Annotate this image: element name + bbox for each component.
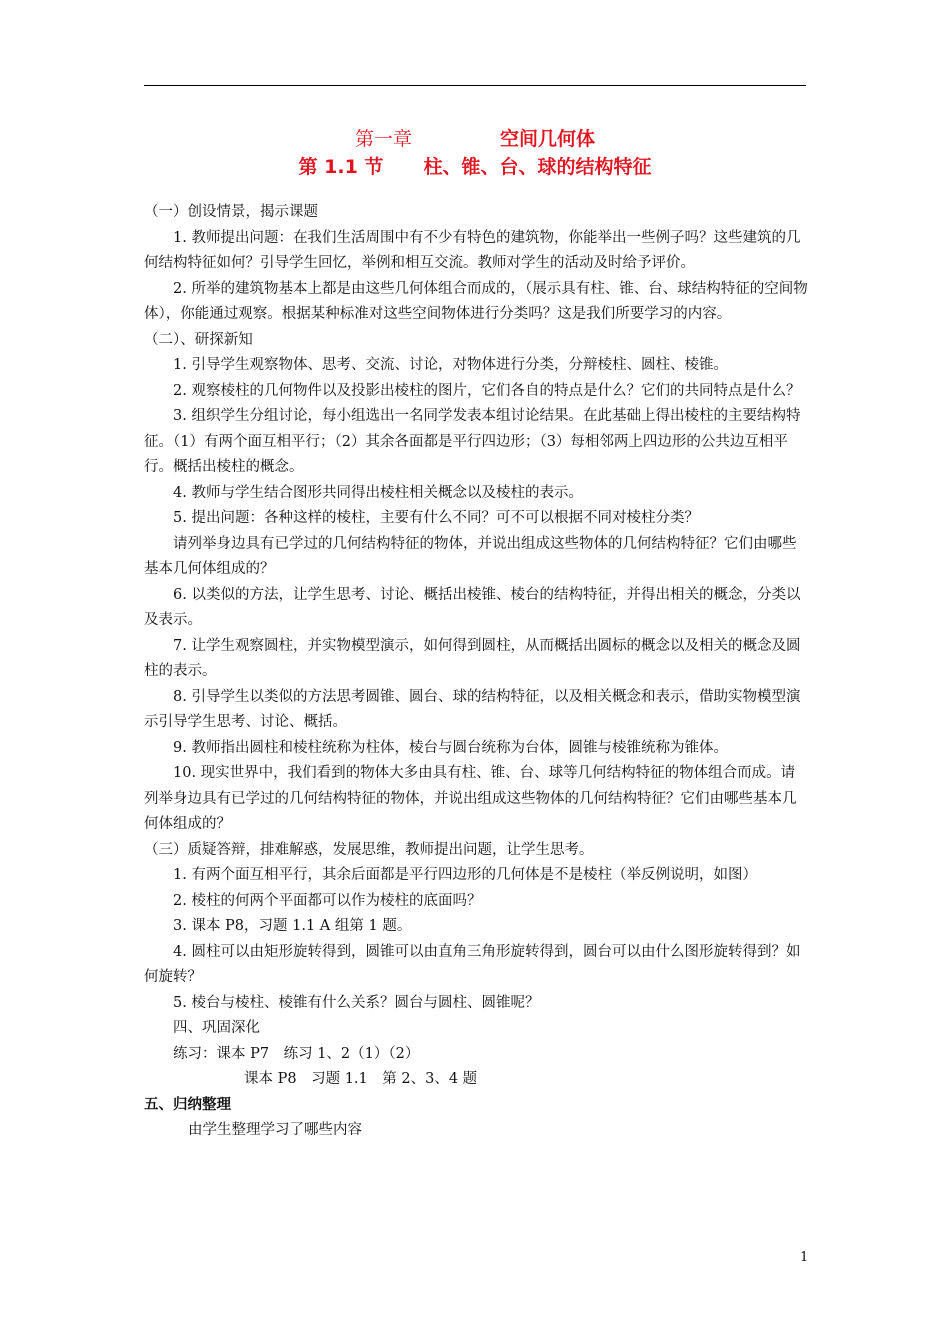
paragraph: 请列举身边具有已学过的几何结构特征的物体，并说出组成这些物体的几何结构特征？它们由哪些基本几何体组成的？: [144, 535, 797, 577]
paragraph: 1. 教师提出问题：在我们生活周围中有不少有特色的建筑物，你能举出一些例子吗？这些建筑的几何结构特征如何？引导学生回忆，举例和相互交流。教师对学生的活动及时给予评价。: [144, 229, 801, 271]
section-label: 第 1.1 节: [298, 156, 384, 178]
paragraph: 5. 提出问题：各种这样的棱柱，主要有什么不同？可不可以根据不同对棱柱分类？: [173, 510, 699, 526]
document-body: [144, 200, 808, 1144]
paragraph: 由学生整理学习了哪些内容: [188, 1122, 362, 1138]
paragraph: 2. 棱柱的何两个平面都可以作为棱柱的底面吗？: [173, 892, 482, 909]
paragraph: 四、巩固深化: [173, 1020, 260, 1036]
chapter-name: 空间几何体: [500, 128, 596, 150]
paragraph: 3. 组织学生分组讨论，每小组选出一名同学发表本组讨论结果。在此基础上得出棱柱的主要结构特征。（1）有两个面互相平行；（2）其余各面都是平行四边形；（3）每相邻两上四边形的公共边互相平行。概括出棱柱的概念。: [144, 408, 801, 475]
paragraph: 2. 观察棱柱的几何物件以及投影出棱柱的图片，它们各自的特点是什么？它们的共同特点是什么？: [173, 382, 801, 399]
paragraph: 4. 教师与学生结合图形共同得出棱柱相关概念以及棱柱的表示。: [173, 484, 583, 501]
section-heading: （一）创设情景，揭示课题: [144, 204, 318, 220]
paragraph: 10. 现实世界中，我们看到的物体大多由具有柱、锥、台、球等几何结构特征的物体组合而成。请列举身边具有已学过的几何结构特征的物体，并说出组成这些物体的几何结构特征？它们由哪些基本几何体组成的？: [144, 765, 797, 832]
chapter-title: [0, 124, 950, 151]
paragraph: 9. 教师指出圆柱和棱柱统称为柱体，棱台与圆台统称为台体，圆锥与棱锥统称为锥体。: [173, 739, 728, 756]
section-heading: （三）质疑答辩，排难解惑，发展思维，教师提出问题，让学生思考。: [144, 841, 594, 858]
page-number: 1: [800, 1250, 809, 1265]
paragraph: 7. 让学生观察圆柱，并实物模型演示，如何得到圆柱，从而概括出圆标的概念以及相关的概念及圆柱的表示。: [144, 637, 801, 679]
section-title: [0, 152, 950, 179]
paragraph: 5. 棱台与棱柱、棱锥有什么关系？圆台与圆柱、圆锥呢？: [173, 994, 540, 1011]
paragraph: 1. 引导学生观察物体、思考、交流、讨论，对物体进行分类，分辩棱柱、圆柱、棱锥。: [173, 357, 728, 373]
paragraph: 1. 有两个面互相平行，其余后面都是平行四边形的几何体是不是棱柱（举反例说明，如图）: [173, 867, 757, 883]
paragraph: 课本 P8 习题 1.1 第 2、3、4 题: [244, 1071, 478, 1087]
chapter-label: 第一章: [354, 128, 412, 150]
header-rule: [144, 85, 806, 86]
section-name: 柱、锥、台、球的结构特征: [423, 156, 652, 178]
paragraph: 8. 引导学生以类似的方法思考圆锥、圆台、球的结构特征，以及相关概念和表示，借助实物模型演示引导学生思考、讨论、概括。: [144, 688, 801, 730]
paragraph: 练习：课本 P7 练习 1、2（1）（2）: [173, 1045, 420, 1062]
paragraph: 4. 圆柱可以由矩形旋转得到，圆锥可以由直角三角形旋转得到，圆台可以由什么图形旋转得到？如何旋转？: [144, 943, 801, 985]
paragraph: 6. 以类似的方法，让学生思考、讨论、概括出棱锥、棱台的结构特征，并得出相关的概念，分类以及表示。: [144, 586, 801, 628]
paragraph: 2. 所举的建筑物基本上都是由这些几何体组合而成的，（展示具有柱、锥、台、球结构特征的空间物体），你能通过观察。根据某种标准对这些空间物体进行分类吗？这是我们所要学习的内容。: [144, 280, 808, 322]
paragraph: 3. 课本 P8，习题 1.1 A 组第 1 题。: [173, 918, 412, 934]
section-heading: （二）、研探新知: [144, 331, 253, 348]
section-heading: 五、归纳整理: [144, 1096, 231, 1113]
